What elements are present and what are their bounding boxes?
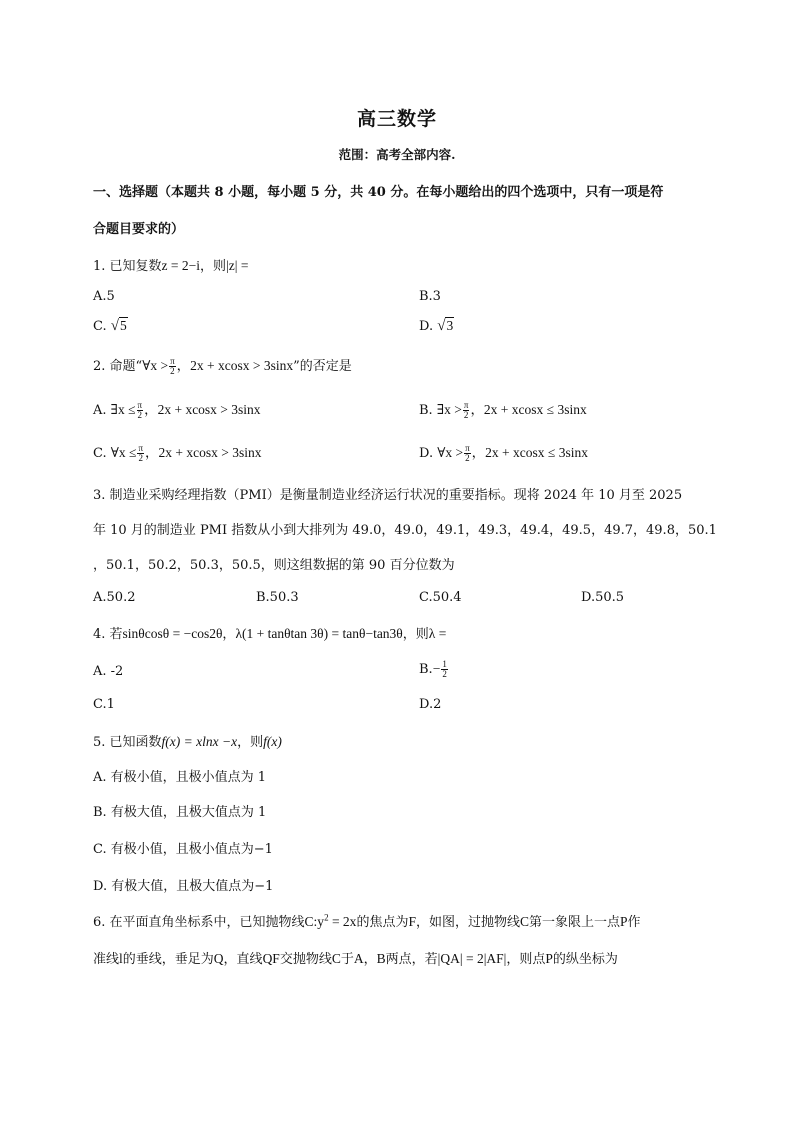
- question-5: 5. 已知函数f(x) = xlnx −x，则f(x): [93, 734, 282, 750]
- sqrt-value: 3: [446, 318, 454, 333]
- question-3-option-b: B.50.3: [256, 590, 299, 605]
- fraction-pi-over-2: $\frac{\pi}{2}$: [138, 443, 143, 463]
- question-2: [93, 354, 352, 376]
- question-1-mid: ，则: [200, 259, 227, 274]
- question-2-option-b: B. ∃x > $\frac{\pi}{2}$ ，2x + xcosx ≤ 3sinx: [419, 400, 587, 420]
- question-1-option-c: [93, 318, 128, 335]
- question-6-line2: 准线l的垂线，垂足为Q，直线QF交抛物线C于A，B两点，若|QA| = 2|AF|，则点P的纵坐标为: [93, 951, 618, 967]
- fraction-pi-over-2: $\frac{\pi}{2}$: [465, 443, 470, 463]
- question-2-option-c: C. ∀x ≤ $\frac{\pi}{2}$ ，2x + xcosx > 3sinx: [93, 443, 262, 463]
- question-3-line1: 3. 制造业采购经理指数（PMI）是衡量制造业经济运行状况的重要指标。现将 2024 年 10 月至 2025: [93, 488, 683, 503]
- fraction-pi-over-2: $\frac{\pi}{2}$: [463, 400, 469, 420]
- question-4-option-a: A. -2: [93, 664, 124, 679]
- question-1-expr: z = 2−i: [161, 258, 201, 273]
- parabola-equation: $C:y^2 = 2x$: [304, 912, 357, 929]
- question-3-line3: ，50.1，50.2，50.3，50.5，则这组数据的第 90 百分位数为: [93, 558, 455, 573]
- question-6-condition: |QA| = 2|AF|: [437, 951, 507, 966]
- sqrt-symbol: √5: [110, 318, 127, 334]
- section-heading-line2: 合题目要求的）: [93, 222, 185, 237]
- question-6-line1: 6. 在平面直角坐标系中，已知抛物线$C:y^2 = 2x$的焦点为F，如图，过抛物线C第一象限上一点P作: [93, 912, 641, 930]
- fraction-pi-over-2: $\frac{\pi}{2}$: [137, 400, 143, 420]
- sqrt-value: 5: [120, 318, 127, 333]
- sqrt-symbol: √3: [437, 318, 454, 334]
- question-5-option-b: B. 有极大值，且极大值点为 1: [93, 805, 267, 820]
- fraction-one-half: $\frac{1}{2}$: [442, 659, 447, 679]
- question-4-expr1: sinθcosθ = −cos2θ: [122, 626, 223, 641]
- fraction-pi-over-2: $\frac{\pi}{2}$: [170, 356, 175, 376]
- question-3-option-a: A.50.2: [93, 590, 136, 605]
- question-2-forall: ∀x >: [142, 358, 169, 373]
- page-title: 高三数学: [356, 108, 437, 130]
- question-5-option-d: D. 有极大值，且极大值点为−1: [93, 879, 274, 894]
- option-d-label: D.: [419, 319, 434, 334]
- question-1-option-d: [419, 318, 454, 335]
- question-2-prefix: 2. 命题“: [93, 359, 143, 374]
- question-1: [93, 255, 248, 274]
- question-3-line2: 年 10 月的制造业 PMI 指数从小到大排列为 49.0，49.0，49.1，49.3，49.4，49.5，49.7，49.8，50.1: [93, 523, 717, 538]
- question-2-option-d: D. ∀x > $\frac{\pi}{2}$ ，2x + xcosx ≤ 3sinx: [419, 443, 588, 463]
- question-3-option-c: C.50.4: [419, 590, 462, 605]
- question-3-option-d: D.50.5: [581, 590, 625, 605]
- question-4-option-c: C.1: [93, 697, 115, 712]
- question-4-option-b: B.− $\frac{1}{2}$: [419, 659, 447, 679]
- section-heading-line1: 一、选择题（本题共 8 小题，每小题 5 分，共 40 分。在每小题给出的四个选项中，只有一项是符: [93, 185, 664, 200]
- question-1-prefix: 1. 已知复数: [93, 259, 162, 274]
- question-2-suffix: ”的否定是: [293, 359, 352, 374]
- question-1-option-b: B.3: [419, 289, 441, 304]
- question-5-option-c: C. 有极小值，且极小值点为−1: [93, 842, 273, 857]
- option-c-label: C.: [93, 319, 107, 334]
- question-5-option-a: A. 有极小值，且极小值点为 1: [93, 770, 267, 785]
- question-5-expr2: f(x): [263, 734, 282, 749]
- question-2-option-a: A. ∃x ≤ $\frac{\pi}{2}$ ，2x + xcosx > 3sinx: [93, 400, 261, 420]
- question-4-expr2: λ(1 + tanθtan 3θ) = tanθ−tan3θ: [235, 626, 403, 641]
- question-1-option-a: A.5: [93, 289, 115, 304]
- question-4: 4. 若sinθcosθ = −cos2θ，λ(1 + tanθtan 3θ) = tanθ−tan3θ，则λ =: [93, 626, 447, 642]
- question-4-expr3: λ =: [428, 626, 447, 641]
- question-1-expr2: |z| =: [226, 258, 249, 273]
- question-2-rest: ，2x + xcosx > 3sinx: [176, 358, 294, 373]
- exam-scope: 范围：高考全部内容.: [338, 147, 456, 162]
- question-5-expr: f(x) = xlnx −x: [161, 734, 238, 749]
- question-4-option-d: D.2: [419, 697, 442, 712]
